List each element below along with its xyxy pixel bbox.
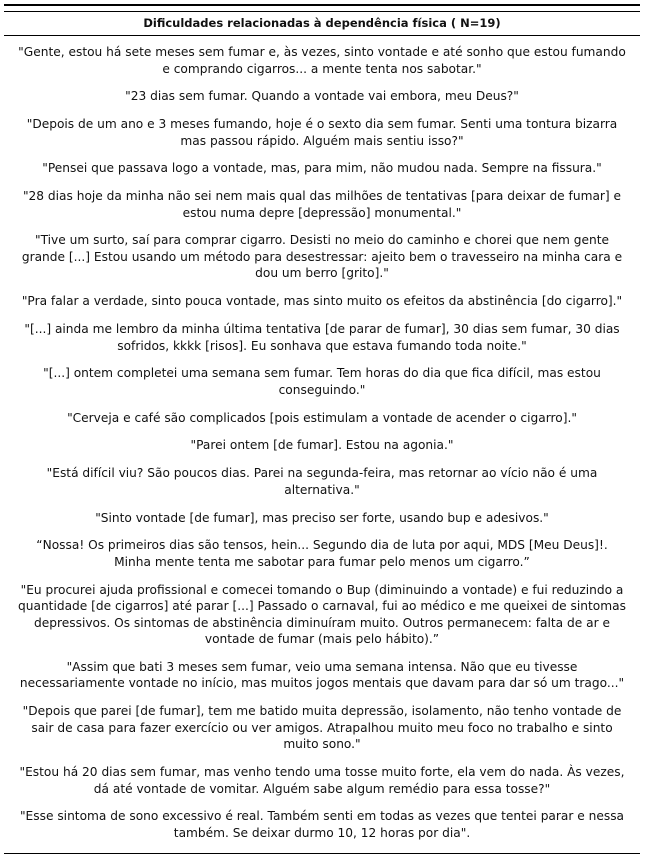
quote-item: "Parei ontem [de fumar]. Estou na agonia." bbox=[190, 438, 454, 453]
quote-item: "28 dias hoje da minha não sei nem mais qual das milhões de tentativas [para deixar de fumar] e estou numa depre [depressão] monumental." bbox=[22, 189, 622, 220]
quote-item: "Depois que parei [de fumar], tem me batido muita depressão, isolamento, não tenho vontade de sair de casa para fazer exercício ou ver amigos. Atrapalhou muito meu foco no trabalho e sinto muito sono." bbox=[22, 704, 622, 752]
table-title: Dificuldades relacionadas à dependência física ( N=19) bbox=[4, 12, 640, 36]
quote-item: "Esse sintoma de sono excessivo é real. Também senti em todas as vezes que tentei parar e nessa também. Se deixar durmo 10, 12 horas por dia". bbox=[19, 809, 625, 840]
quote-item: "Sinto vontade [de fumar], mas preciso ser forte, usando bup e adesivos." bbox=[95, 510, 549, 525]
quote-item: "[...] ainda me lembro da minha última tentativa [de parar de fumar], 30 dias sem fumar, 30 dias sofridos, kkkk [risos]. Eu sonhava que estava fumando toda noite." bbox=[24, 322, 620, 353]
quote-item: "Cerveja e café são complicados [pois estimulam a vontade de acender o cigarro]." bbox=[67, 410, 577, 425]
quote-item: "Está difícil viu? São poucos dias. Parei na segunda-feira, mas retornar ao vício não é uma alternativa." bbox=[46, 466, 598, 497]
quote-item: "Eu procurei ajuda profissional e comecei tomando o Bup (diminuindo a vontade) e fui reduzindo a quantidade [de cigarros] até parar [...] Passado o carnaval, fui ao médico e me queixei de sintomas depressivos. Os sintomas de abstinência diminuíram muito. Outros permanecem: falta de ar e vontade de fumar (mais pelo hábito).” bbox=[18, 582, 626, 647]
quote-item: "23 dias sem fumar. Quando a vontade vai embora, meu Deus?" bbox=[125, 89, 519, 104]
quote-item: “Nossa! Os primeiros dias são tensos, hein... Segundo dia de luta por aqui, MDS [Meu Deus]!. Minha mente tenta me sabotar para fumar pelo menos um cigarro.” bbox=[36, 538, 608, 569]
bottom-rule bbox=[4, 853, 640, 854]
quote-item: "Assim que bati 3 meses sem fumar, veio uma semana intensa. Não que eu tivesse necessariamente vontade no início, mas muitos jogos mentais que davam para dar só um trago..." bbox=[19, 659, 625, 691]
quote-item: "Estou há 20 dias sem fumar, mas venho tendo uma tosse muito forte, ela vem do nada. Às vezes, dá até vontade de vomitar. Alguém sabe algum remédio para essa tosse?" bbox=[19, 765, 625, 796]
quote-item: "Pra falar a verdade, sinto pouca vontade, mas sinto muito os efeitos da abstinência [do cigarro]." bbox=[21, 294, 623, 309]
quote-item: "[...] ontem completei uma semana sem fumar. Tem horas do dia que fica difícil, mas estou conseguindo." bbox=[43, 366, 601, 397]
quote-item: "Gente, estou há sete meses sem fumar e, às vezes, sinto vontade e até sonho que estou fumando e comprando cigarros... a mente tenta nos sabotar." bbox=[18, 45, 626, 76]
quotes-list bbox=[4, 36, 640, 841]
quotes-table bbox=[4, 4, 640, 854]
top-double-rule bbox=[4, 4, 640, 12]
quote-item: "Pensei que passava logo a vontade, mas, para mim, não mudou nada. Sempre na fissura." bbox=[42, 161, 602, 176]
quote-item: "Tive um surto, saí para comprar cigarro. Desisti no meio do caminho e chorei que nem gente grande [...] Estou usando um método para desestressar: ajeito bem o travesseiro na minha cara e dou um berro [grito]." bbox=[21, 233, 623, 281]
quote-item: "Depois de um ano e 3 meses fumando, hoje é o sexto dia sem fumar. Senti uma tontura bizarra mas passou rápido. Alguém mais sentiu isso?" bbox=[26, 117, 618, 148]
